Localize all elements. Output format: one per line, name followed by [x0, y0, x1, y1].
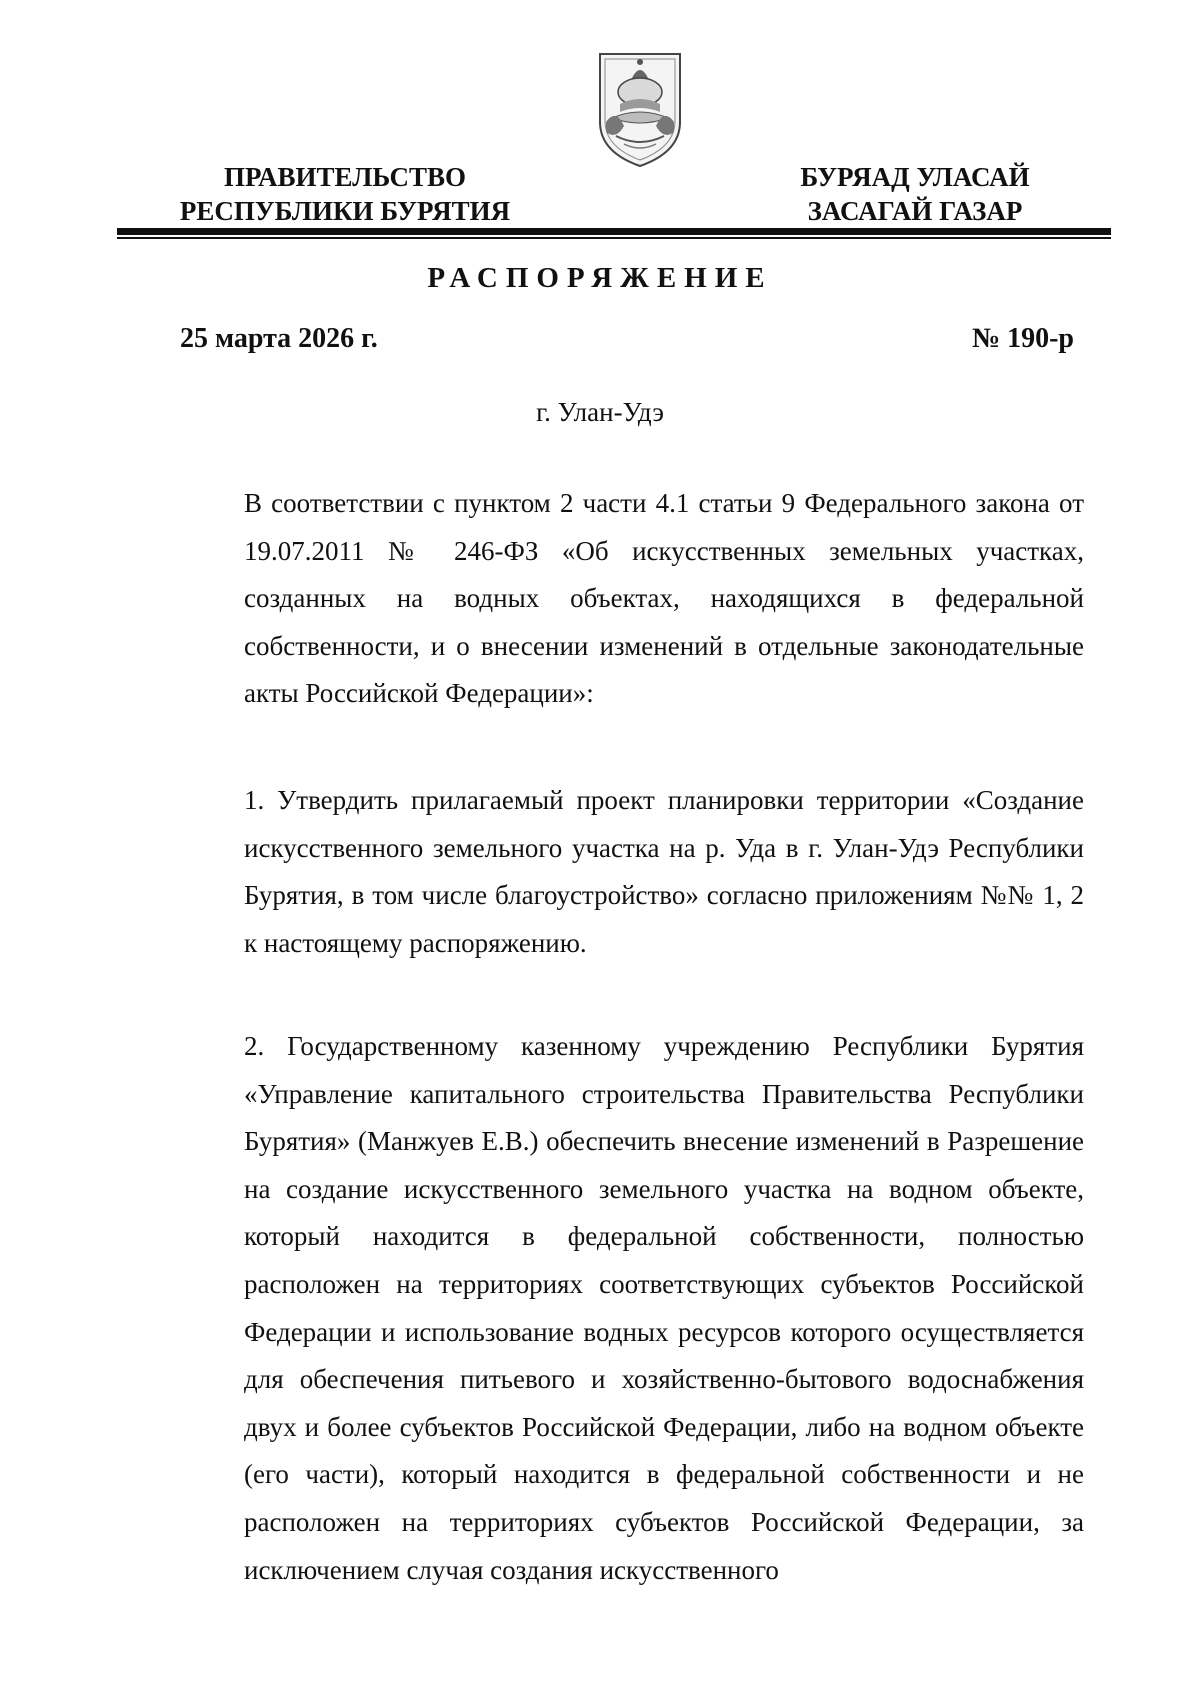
document-date: 25 марта 2026 г. — [180, 323, 378, 354]
item-1-paragraph — [172, 777, 1084, 967]
header-rule-thin — [117, 237, 1111, 239]
document-city: г. Улан-Удэ — [536, 397, 664, 427]
header-rule-thick — [117, 228, 1111, 235]
document-number: № 190-р — [971, 323, 1074, 354]
preamble-text: В соответствии с пунктом 2 части 4.1 статьи 9 Федерального закона от 19.07.2011 № 246-ФЗ «Об искусственных земельных участках, созданных на водных объектах, находящихся в федеральной собственности, и о внесении изменений в отдельные законодательные акты Российской Федерации»: — [244, 488, 1084, 709]
item-2-paragraph — [172, 1023, 1084, 1594]
org-name-russian — [160, 160, 530, 228]
org-name-buryat — [775, 160, 1055, 228]
item-2-text: 2. Государственному казенному учреждению Республики Бурятия «Управление капитального строительства Правительства Республики Бурятия» (Манжуев Е.В.) обеспечить внесение изменений в Разрешение на создание искусственного земельного участка на водном объекте, который находится в федеральной собственности, полностью расположен на территориях соответствующих субъектов Российской Федерации и использование водных ресурсов которого осуществляется для обеспечения питьевого и хозяйственно-бытового водоснабжения двух и более субъектов Российской Федерации, либо на водном объекте (его части), который находится в федеральной собственности и не расположен на территориях субъектов Российской Федерации, за исключением случая создания искусственного — [244, 1031, 1084, 1585]
coat-of-arms-icon — [594, 48, 686, 170]
item-1-text: 1. Утвердить прилагаемый проект планировки территории «Создание искусственного земельного участка на р. Уда в г. Улан-Удэ Республики Бурятия, в том числе благоустройство» согласно приложениям №№ 1, 2 к настоящему распоряжению. — [244, 785, 1084, 958]
org-name-russian-text: ПРАВИТЕЛЬСТВО РЕСПУБЛИКИ БУРЯТИЯ — [179, 162, 511, 226]
document-title: РАСПОРЯЖЕНИЕ — [427, 262, 773, 294]
org-name-buryat-text: БУРЯАД УЛАСАЙ ЗАСАГАЙ ГАЗАР — [800, 162, 1030, 226]
preamble-paragraph — [172, 480, 1084, 718]
